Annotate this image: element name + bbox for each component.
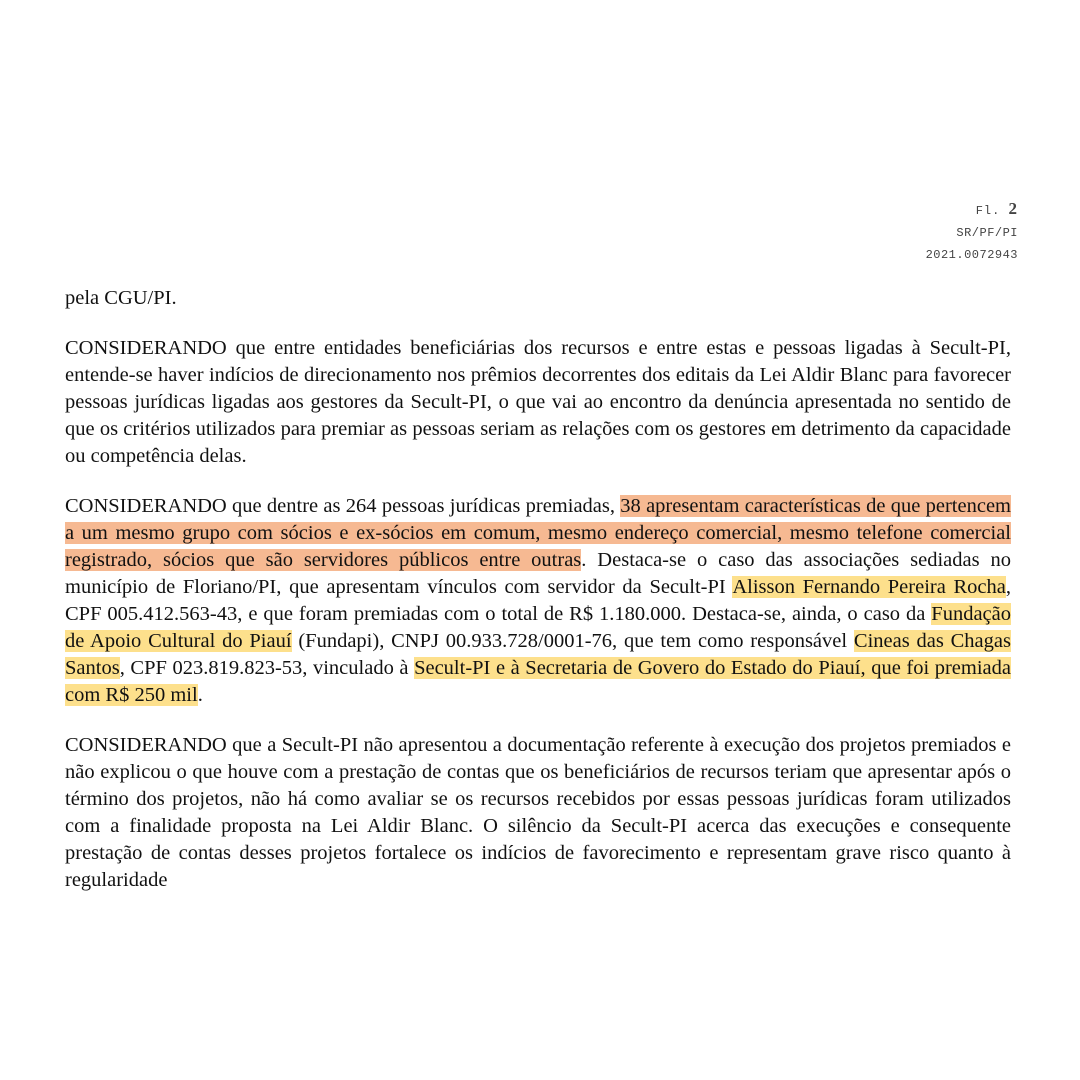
folio-line: [926, 198, 1018, 222]
document-body: [65, 285, 1011, 917]
process-number: 2021.0072943: [925, 248, 1018, 262]
highlight-yellow: Secult-PI e à Secretaria de Govero do Estado do Piauí, que foi premiada com R$ 250 mil: [65, 657, 1011, 706]
office-code: SR/PF/PI: [956, 226, 1018, 240]
folio-label: Fl.: [975, 204, 1001, 218]
text-segment: .: [197, 684, 203, 706]
text-segment: , CPF 023.819.823-53, vinculado à: [119, 657, 415, 679]
paragraph-considerando-1: CONSIDERANDO que entre entidades beneficiárias dos recursos e entre estas e pessoas ligadas à Secult-PI, entende-se haver indícios de direcionamento nos prêmios decorrentes dos editais da Lei Aldir Blanc para favorecer pessoas jurídicas ligadas aos gestores da Secult-PI, o que vai ao encontro da denúncia apresentada no sentido de que os critérios utilizados para premiar as pessoas seriam as relações com os gestores em detrimento da capacidade ou competência delas.: [65, 337, 1011, 467]
paragraph-considerando-3: CONSIDERANDO que a Secult-PI não apresentou a documentação referente à execução dos projetos premiados e não explicou o que houve com a prestação de contas que os beneficiários de recursos teriam que apresentar após o término dos projetos, não há como avaliar se os recursos recebidos por essas pessoas jurídicas foram utilizados com a finalidade proposta na Lei Aldir Blanc. O silêncio da Secult-PI acerca das execuções e consequente prestação de contas desses projetos fortalece os indícios de favorecimento e representam grave risco quanto à regularidade: [65, 734, 1011, 891]
highlight-yellow: Cineas das Chagas Santos: [65, 630, 1011, 679]
highlight-orange: 38 apresentam características de que pertencem a um mesmo grupo com sócios e ex-sócios em comum, mesmo endereço comercial, mesmo telefone comercial registrado, sócios que são servidores públicos entre outras: [65, 495, 1011, 571]
text-segment: CONSIDERANDO que dentre as 264 pessoas jurídicas premiadas,: [65, 495, 621, 517]
paragraph-considerando-2: [65, 493, 1011, 709]
text-segment: . Destaca-se o caso das associações sediadas no município de Floriano/PI, que apresentam vínculos com servidor da Secult-PI: [65, 549, 1011, 598]
folio-stamp: [926, 198, 1018, 266]
paragraph-continuation: pela CGU/PI.: [65, 287, 177, 309]
folio-number: 2: [1008, 199, 1018, 218]
page-crop-mask: [0, 915, 1080, 1080]
highlight-yellow: Alisson Fernando Pereira Rocha: [732, 576, 1006, 598]
text-segment: , CPF 005.412.563-43, e que foram premiadas com o total de R$ 1.180.000. Destaca-se, ainda, o caso da: [65, 576, 1012, 625]
highlight-yellow: Fundação de Apoio Cultural do Piauí: [65, 603, 1011, 652]
text-segment: (Fundapi), CNPJ 00.933.728/0001-76, que tem como responsável: [291, 630, 854, 652]
